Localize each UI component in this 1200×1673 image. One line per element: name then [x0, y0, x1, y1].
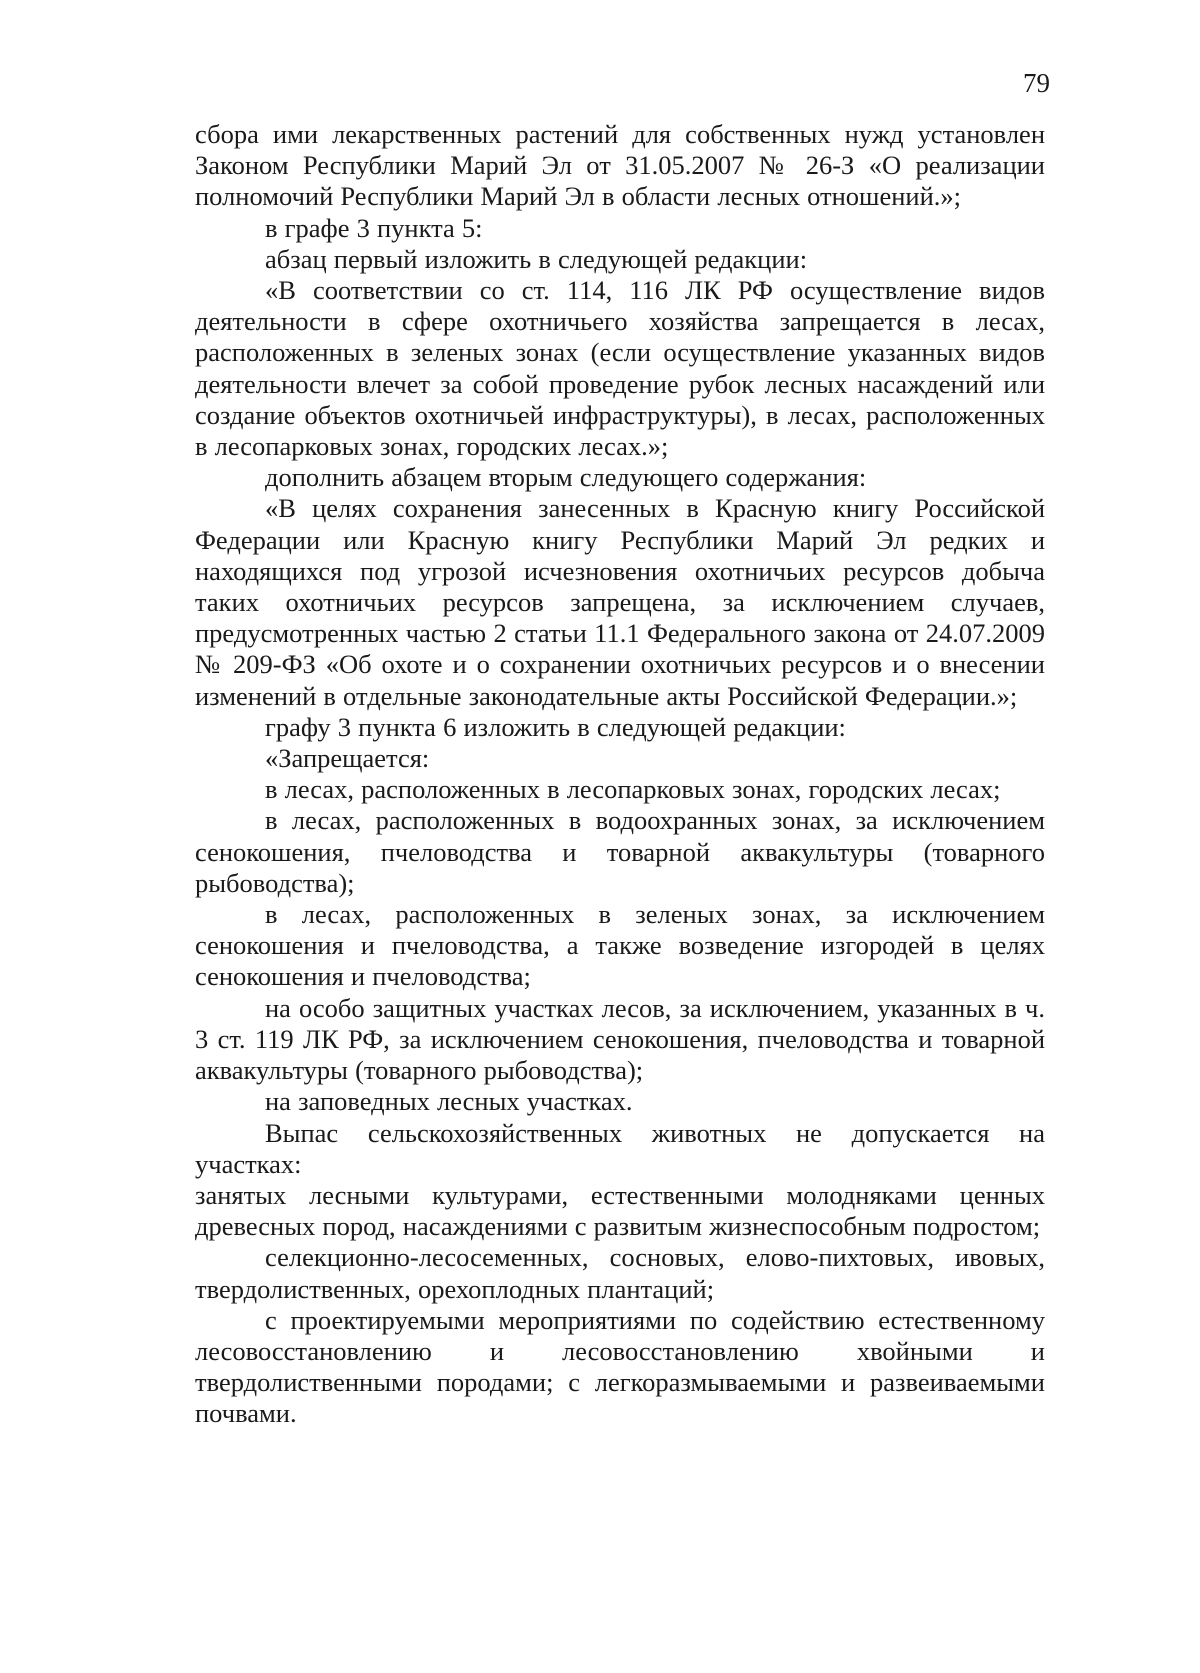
- paragraph-17: с проектируемыми мероприятиями по содействию естественному лесовосстановлению и лесовосстановлению хвойными и твердолиственными породами; с легкоразмываемыми и развеиваемыми почвами.: [195, 1304, 1045, 1429]
- paragraph-8: «Запрещается:: [265, 743, 430, 774]
- paragraph-3: абзац первый изложить в следующей редакции:: [265, 243, 808, 274]
- paragraph-6: «В целях сохранения занесенных в Красную книгу Российской Федерации или Красную книгу Республики Марий Эл редких и находящихся под угрозой исчезновения охотничьих ресурсов добыча таких охотничьих ресурсов запрещена, за исключением случаев, предусмотренных частью 2 статьи 11.1 Федерального закона от 24.07.2009 № 209-ФЗ «Об охоте и о сохранении охотничьих ресурсов и о внесении изменений в отдельные законодательные акты Российской Федерации.»;: [195, 493, 1045, 711]
- paragraph-11: в лесах, расположенных в зеленых зонах, за исключением сенокошения и пчеловодства, а также возведение изгородей в целях сенокошения и пчеловодства;: [195, 899, 1045, 992]
- paragraph-5: дополнить абзацем вторым следующего содержания:: [265, 462, 867, 493]
- paragraph-2: в графе 3 пункта 5:: [265, 212, 483, 243]
- paragraph-10: в лесах, расположенных в водоохранных зонах, за исключением сенокошения, пчеловодства и товарной аквакультуры (товарного рыбоводства);: [195, 805, 1045, 898]
- document-body: [195, 119, 1045, 1430]
- page-number: 79: [1023, 68, 1050, 98]
- paragraph-13: на заповедных лесных участках.: [265, 1086, 633, 1117]
- paragraph-16: селекционно-лесосеменных, сосновых, елово-пихтовых, ивовых, твердолиственных, орехоплодных плантаций;: [195, 1242, 1045, 1304]
- paragraph-9: в лесах, расположенных в лесопарковых зонах, городских лесах;: [265, 774, 1001, 805]
- paragraph-7: графу 3 пункта 6 изложить в следующей редакции:: [265, 711, 846, 742]
- paragraph-14: Выпас сельскохозяйственных животных не допускается на участках:: [195, 1117, 1045, 1179]
- paragraph-15: занятых лесными культурами, естественными молодняками ценных древесных пород, насаждениями с развитым жизнеспособным подростом;: [195, 1179, 1045, 1242]
- paragraph-4: «В соответствии со ст. 114, 116 ЛК РФ осуществление видов деятельности в сфере охотничьего хозяйства запрещается в лесах, расположенных в зеленых зонах (если осуществление указанных видов деятельности влечет за собой проведение рубок лесных насаждений или создание объектов охотничьей инфраструктуры), в лесах, расположенных в лесопарковых зонах, городских лесах.»;: [195, 275, 1045, 462]
- paragraph-12: на особо защитных участках лесов, за исключением, указанных в ч. 3 ст. 119 ЛК РФ, за исключением сенокошения, пчеловодства и товарной аквакультуры (товарного рыбоводства);: [195, 992, 1045, 1086]
- paragraph-1: сбора ими лекарственных растений для собственных нужд установлен Законом Республики Марий Эл от 31.05.2007 № 26-З «О реализации полномочий Республики Марий Эл в области лесных отношений.»;: [195, 119, 1045, 212]
